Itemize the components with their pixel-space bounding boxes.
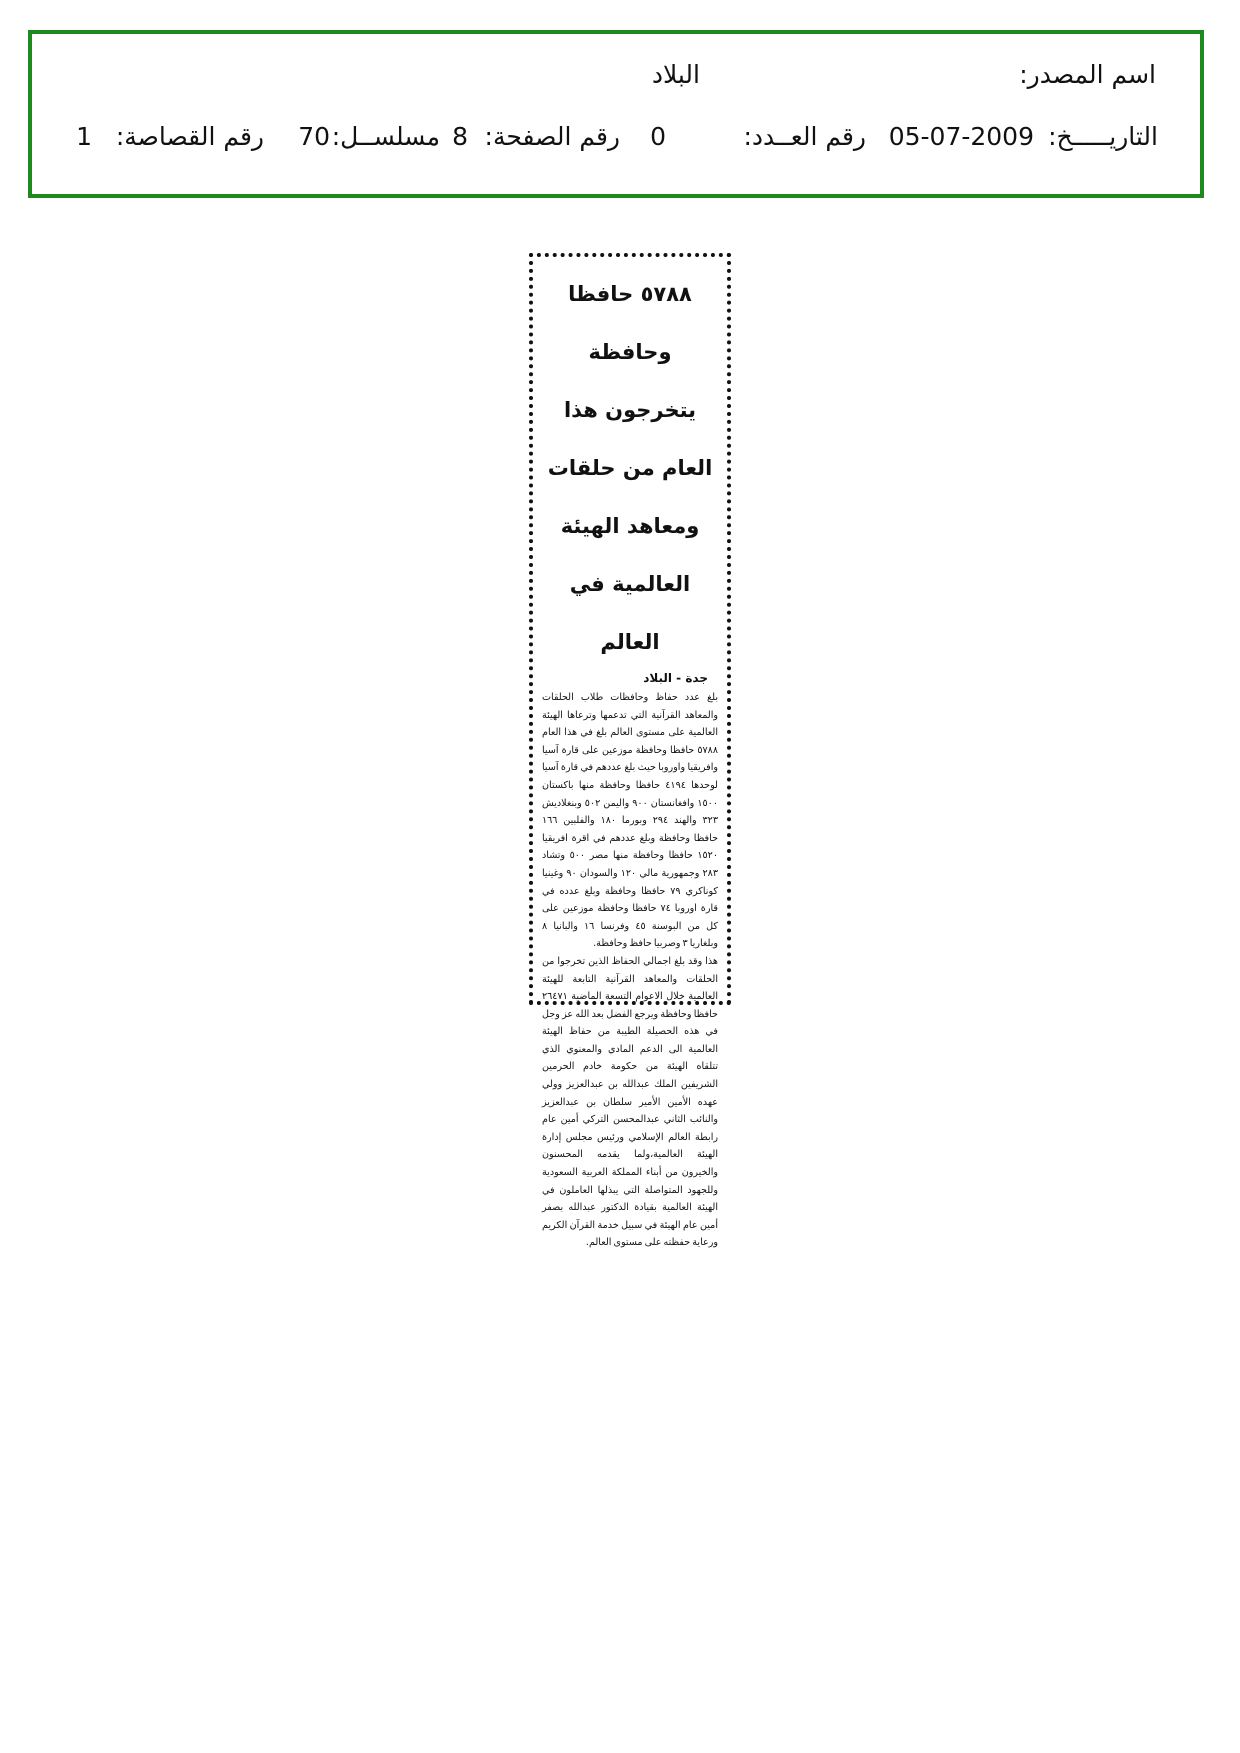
- issue-value: 0: [650, 122, 666, 151]
- newspaper-clipping: [529, 253, 731, 1249]
- source-value: البلاد: [651, 60, 700, 89]
- date-value: 05-07-2009: [888, 122, 1034, 151]
- date-label: التاريـــــخ:: [1048, 122, 1158, 151]
- clipping-header-box: [28, 30, 1204, 198]
- issue-label: رقم العــدد:: [743, 122, 866, 151]
- source-label: اسم المصدر:: [1019, 60, 1156, 89]
- clip-value: 1: [76, 122, 92, 151]
- serial-value: 70: [298, 122, 330, 151]
- serial-label: مسلســل:: [331, 122, 440, 151]
- article-byline: جدة - البلاد: [643, 671, 708, 685]
- article-headline: ٥٧٨٨ حافظا وحافظة يتخرجون هذا العام من حلقات ومعاهد الهيئة العالمية في العالم: [547, 282, 713, 654]
- article-paragraph-1: بلغ عدد حفاظ وحافظات طلاب الحلقات والمعاهد القرآنية التي تدعمها وترعاها الهيئة العالمية على مستوى العالم بلغ في هذا العام ٥٧٨٨ حافظا وحافظة موزعين على قارة آسيا وافريقيا واوروبا حيث بلغ عددهم في قارة آسيا لوحدها ٤١٩٤ حافظا وحافظة منها باكستان ١٥٠٠ وافغانستان ٩٠٠ واليمن ٥٠٢ وبنغلاديش ٣٢٣ والهند ٢٩٤ وبورما ١٨٠ والفلبين ١٦٦ حافظا وحافظة وبلغ عددهم في اقرة افريقيا ١٥٢٠ حافظا وحافظة منها مصر ٥٠٠ وتشاد ٢٨٣ وجمهورية مالي ١٢٠ والسودان ٩٠ وغينيا كوناكري ٧٩ حافظا وحافظة وبلغ عدده في قارة اوروبا ٧٤ حافظا وحافظة موزعين على كل من البوسنة ٤٥ وفرنسا ١٦ والبانيا ٨ وبلغاريا ٣ وصربيا حافظ وحافظة.: [542, 692, 718, 950]
- article-paragraph-2: هذا وقد بلغ اجمالي الحفاظ الذين تخرجوا من الحلقات والمعاهد القرآنية التابعة للهيئة العالمية خلال الاعوام التسعة الماضية ٢٦٤٧١ حافظا وحافظة ويرجع الفضل بعد الله عز وجل في هذه الحصيلة الطيبة من حفاظ الهيئة العالمية الى الدعم المادي والمعنوي الذي تتلقاه الهيئة من حكومة خادم الحرمين الشريفين الملك عبدالله بن عبدالعزيز وولي عهده الأمين الأمير سلطان بن عبدالعزيز والنائب الثاني عبدالمحسن التركي أمين عام رابطة العالم الإسلامي ورئيس مجلس إدارة الهيئة العالمية،ولما يقدمه المحسنون والخيرون من أبناء المملكة العربية السعودية وللجهود المتواصلة التي يبذلها العاملون في الهيئة العالمية بقيادة الدكتور عبدالله بصفر أمين عام الهيئة في سبيل خدمة القرآن الكريم ورعاية حفظته على مستوى العالم.: [542, 955, 718, 1249]
- page-value: 8: [452, 122, 468, 151]
- page-label: رقم الصفحة:: [484, 122, 620, 151]
- clip-label: رقم القصاصة:: [115, 122, 264, 151]
